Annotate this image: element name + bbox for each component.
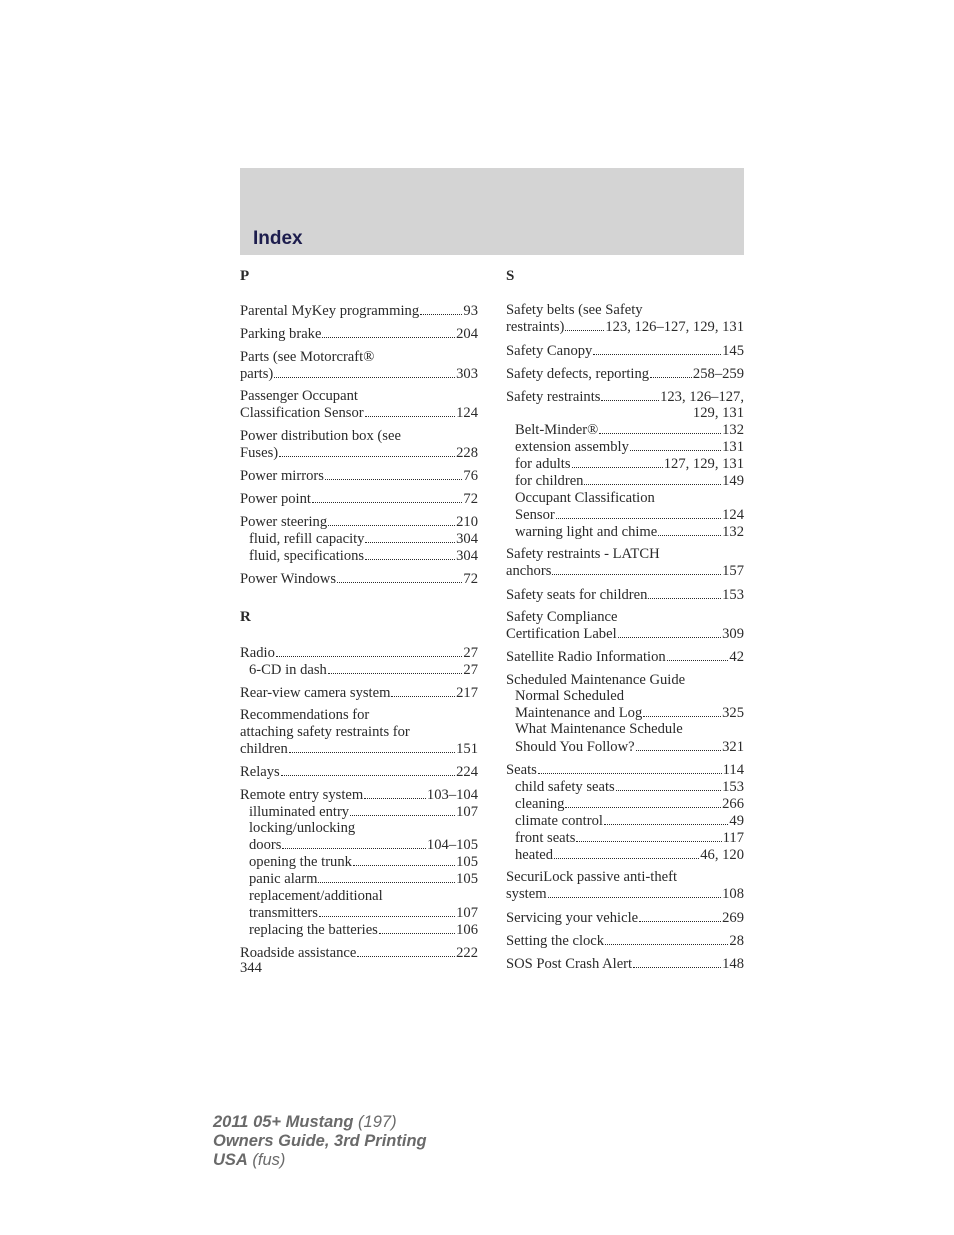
index-subentry-line	[240, 547, 478, 564]
dot-leader	[658, 523, 721, 536]
index-term: restraints)	[506, 319, 565, 336]
dot-leader	[312, 490, 462, 503]
index-subentry-line	[506, 490, 744, 506]
index-page-ref: 124	[722, 506, 744, 523]
index-entry-line	[240, 644, 478, 661]
index-entry-line	[506, 761, 744, 778]
document-footer	[213, 1113, 427, 1170]
index-entry-line	[506, 869, 744, 885]
dot-leader	[593, 342, 721, 355]
index-entry-line	[506, 546, 744, 562]
index-page-ref: 72	[463, 490, 478, 507]
index-subentry-line	[240, 661, 478, 678]
index-term: Classification Sensor	[240, 405, 364, 422]
index-entry-line	[506, 909, 744, 926]
index-term: Remote entry system	[240, 786, 364, 803]
index-page-ref: 210	[456, 513, 478, 530]
index-page-ref: 123, 126–127,	[660, 388, 744, 405]
index-entry	[506, 342, 744, 359]
dot-leader	[556, 506, 721, 519]
index-term: Safety restraints - LATCH	[506, 546, 660, 563]
index-subentry-line	[506, 829, 744, 846]
index-term: Parental MyKey programming	[240, 303, 420, 320]
index-header-band	[240, 168, 744, 255]
index-page-ref: 49	[729, 812, 744, 829]
index-entry	[506, 609, 744, 642]
footer-line-3	[213, 1151, 427, 1170]
index-entry-line	[240, 570, 478, 587]
index-page-ref: 145	[722, 342, 744, 359]
index-page-ref: 151	[456, 740, 478, 757]
index-entry-line	[240, 428, 478, 444]
index-page-ref: 148	[722, 955, 744, 972]
index-entry-line	[240, 786, 478, 803]
index-term: Parts (see Motorcraft®	[240, 348, 375, 365]
index-entry	[240, 467, 478, 484]
index-term: Servicing your vehicle	[506, 909, 639, 926]
index-entry	[506, 546, 744, 579]
dot-leader	[599, 422, 721, 435]
index-term: 6-CD in dash	[249, 661, 327, 678]
index-term: panic alarm	[249, 871, 318, 888]
index-page-ref: 132	[722, 524, 744, 540]
index-entry-line	[506, 586, 744, 603]
index-entry-line	[240, 302, 478, 319]
index-term: Power distribution box (see	[240, 427, 401, 444]
dot-leader	[548, 886, 722, 899]
index-entry-line	[506, 365, 744, 382]
dot-leader	[337, 570, 462, 583]
index-entry-line	[506, 319, 744, 336]
index-term: Satellite Radio Information	[506, 649, 666, 666]
index-term: Scheduled Maintenance Guide	[506, 671, 686, 688]
index-term: Relays	[240, 763, 280, 780]
index-entry	[506, 388, 744, 540]
footer-line-2	[213, 1132, 427, 1151]
index-page-ref: 321	[722, 738, 744, 755]
index-page-ref: 72	[463, 571, 478, 588]
index-term: Belt-Minder®	[515, 422, 599, 439]
index-page-ref: 106	[456, 922, 478, 939]
dot-leader	[420, 302, 462, 315]
page-title: Index	[253, 228, 303, 249]
index-entry-line	[240, 388, 478, 404]
index-subentry-line	[506, 704, 744, 721]
index-subentry-line	[240, 888, 478, 904]
index-page-ref: 108	[722, 886, 744, 903]
index-term: child safety seats	[515, 778, 615, 795]
index-entry-line	[506, 955, 744, 972]
index-term: anchors	[506, 563, 552, 580]
index-entry	[240, 786, 478, 938]
index-subentry-line	[506, 439, 744, 456]
index-entry-line	[506, 563, 744, 580]
index-term: Recommendations for	[240, 707, 370, 724]
dot-leader	[274, 365, 455, 378]
index-term: illuminated entry	[249, 803, 350, 820]
dot-leader	[364, 786, 426, 799]
index-entry	[506, 672, 744, 755]
index-term: for adults	[515, 456, 571, 473]
index-entry	[240, 944, 478, 961]
index-entry	[506, 955, 744, 972]
index-term: Occupant Classification	[515, 489, 655, 506]
index-term: Safety Compliance	[506, 608, 618, 625]
index-page-ref: 103–104	[426, 786, 478, 803]
dot-leader	[618, 625, 721, 638]
index-entry-line	[506, 648, 744, 665]
index-entry	[506, 761, 744, 863]
index-entry	[240, 490, 478, 507]
dot-leader	[379, 921, 455, 934]
dot-leader	[630, 439, 721, 452]
dot-leader	[325, 467, 463, 480]
index-term: Safety restraints	[506, 388, 601, 405]
index-page-ref: 123, 126–127, 129, 131	[605, 319, 744, 336]
index-entry-line	[240, 365, 478, 382]
footer-model: 2011 05+ Mustang	[213, 1113, 354, 1131]
dot-leader	[584, 473, 721, 486]
index-page-ref: 124	[456, 405, 478, 422]
index-entry-line	[240, 467, 478, 484]
index-term: Power Windows	[240, 571, 337, 588]
dot-leader	[279, 444, 455, 457]
index-subentry-line	[506, 506, 744, 523]
index-page-ref: 304	[456, 530, 478, 547]
index-term: Maintenance and Log	[515, 705, 643, 722]
index-entry-line	[506, 609, 744, 625]
dot-leader	[648, 586, 721, 599]
dot-leader	[357, 944, 455, 957]
index-term: fluid, refill capacity	[249, 530, 365, 547]
dot-leader	[365, 530, 455, 543]
dot-leader	[616, 778, 721, 791]
index-subentry-line	[506, 778, 744, 795]
index-page-ref: 104–105	[426, 837, 478, 854]
dot-leader	[350, 803, 455, 816]
index-page-ref: 107	[456, 803, 478, 820]
index-page-ref: 117	[722, 829, 744, 846]
dot-leader	[565, 795, 721, 808]
index-entry-line	[506, 388, 744, 405]
index-term: climate control	[515, 812, 603, 829]
dot-leader	[554, 846, 699, 859]
index-page-ref: 157	[722, 563, 744, 580]
index-term: Safety defects, reporting	[506, 365, 650, 382]
dot-leader	[322, 325, 455, 338]
index-subentry-line	[240, 820, 478, 836]
index-entry	[506, 365, 744, 382]
index-column-right	[506, 266, 744, 978]
index-page-ref: 204	[456, 326, 478, 343]
index-term: for children	[515, 473, 584, 490]
dot-leader	[319, 904, 455, 917]
index-term: Power steering	[240, 513, 328, 530]
index-page-ref: 107	[456, 904, 478, 921]
index-entry-line	[240, 763, 478, 780]
index-subentry-line	[506, 473, 744, 490]
index-term: warning light and chime	[515, 524, 658, 540]
index-page-ref: 266	[722, 795, 744, 812]
footer-market-code: (fus)	[247, 1151, 286, 1169]
index-term: Roadside assistance	[240, 945, 357, 962]
footer-guide-title: Owners Guide, 3rd Printing	[213, 1132, 427, 1150]
index-entry-line	[240, 684, 478, 701]
index-entry	[506, 909, 744, 926]
index-entry-line	[240, 444, 478, 461]
index-term: Parking brake	[240, 326, 322, 343]
index-term: Safety belts (see Safety	[506, 302, 643, 319]
dot-leader	[391, 684, 455, 697]
dot-leader	[276, 644, 463, 657]
index-page-ref: 217	[456, 684, 478, 701]
index-entry	[240, 388, 478, 421]
index-term: What Maintenance Schedule	[515, 721, 683, 738]
dot-leader	[604, 812, 728, 825]
dot-leader	[538, 761, 722, 774]
index-term: Normal Scheduled	[515, 687, 625, 704]
index-term: Radio	[240, 644, 275, 661]
index-page-ref: 105	[456, 854, 478, 871]
index-page-ref: 258–259	[692, 365, 744, 382]
index-term: SecuriLock passive anti-theft	[506, 869, 678, 886]
index-term: SOS Post Crash Alert	[506, 955, 633, 972]
index-page-ref: 304	[456, 548, 478, 564]
index-page-ref: 224	[456, 763, 478, 780]
index-term: parts)	[240, 365, 274, 382]
index-page-ref: 149	[722, 473, 744, 490]
index-term: system	[506, 886, 547, 903]
dot-leader	[282, 837, 425, 850]
dot-leader	[576, 829, 721, 842]
index-term: cleaning	[515, 795, 565, 812]
index-page-ref: 93	[463, 303, 478, 320]
index-entry	[240, 684, 478, 701]
index-entry-line	[240, 513, 478, 530]
index-subentry-line	[506, 688, 744, 704]
dot-leader	[365, 547, 455, 560]
index-entry-line	[506, 672, 744, 688]
dot-leader	[353, 854, 455, 867]
dot-leader	[328, 513, 455, 526]
index-entry-line	[506, 342, 744, 359]
index-entry	[240, 707, 478, 757]
index-term: Rear-view camera system	[240, 684, 391, 701]
index-subentry-line	[240, 530, 478, 547]
index-entry-line	[506, 625, 744, 642]
index-page-ref: 153	[722, 586, 744, 603]
index-subentry-line	[506, 456, 744, 473]
index-page-ref: 127, 129, 131	[663, 456, 744, 473]
index-entry	[240, 763, 478, 780]
index-subentry-line	[240, 871, 478, 888]
index-page-ref: 114	[722, 761, 744, 778]
dot-leader	[281, 763, 455, 776]
index-entry-line	[240, 404, 478, 421]
index-term: Certification Label	[506, 626, 617, 643]
index-subentry-line	[506, 846, 744, 863]
dot-leader	[552, 563, 721, 576]
dot-leader	[633, 955, 721, 968]
index-term: transmitters	[249, 904, 318, 921]
index-page-ref: 325	[722, 705, 744, 722]
index-entry-line	[506, 886, 744, 903]
index-page-ref: 42	[729, 649, 744, 666]
index-term: Setting the clock	[506, 932, 605, 949]
index-section-letter: R	[240, 609, 251, 626]
index-subentry-line	[240, 921, 478, 938]
index-subentry-line	[506, 422, 744, 439]
index-page-ref: 228	[456, 444, 478, 461]
index-term: opening the trunk	[249, 854, 352, 871]
dot-leader	[318, 871, 455, 884]
index-page-ref: 46, 120	[700, 846, 744, 863]
index-term: doors	[249, 837, 282, 854]
index-term: front seats	[515, 829, 576, 846]
index-entry	[506, 302, 744, 335]
index-term: Safety seats for children	[506, 586, 648, 603]
index-entry-line	[240, 740, 478, 757]
index-page-ref: 76	[463, 467, 478, 484]
index-entry-line	[240, 724, 478, 740]
index-section-letter: S	[506, 268, 515, 284]
index-section-letter: P	[240, 268, 250, 284]
dot-leader	[565, 319, 604, 332]
index-entry	[506, 648, 744, 665]
index-term: Should You Follow?	[515, 738, 635, 755]
index-subentry-line	[506, 738, 744, 755]
index-term: locking/unlocking	[249, 820, 356, 837]
index-term: Power mirrors	[240, 467, 324, 484]
index-term: Seats	[506, 761, 537, 778]
dot-leader	[636, 738, 721, 751]
index-entry-line	[240, 325, 478, 342]
index-term: Passenger Occupant	[240, 388, 358, 405]
index-entry	[240, 513, 478, 564]
index-term: extension assembly	[515, 439, 629, 456]
index-entry	[240, 302, 478, 319]
index-page-ref: 269	[722, 909, 744, 926]
dot-leader	[365, 404, 455, 417]
index-term: Sensor	[515, 506, 555, 523]
dot-leader	[328, 661, 463, 674]
index-page-ref: 131	[722, 439, 744, 456]
index-page-ref: 27	[463, 644, 478, 661]
index-page-ref: 28	[729, 932, 744, 949]
dot-leader	[605, 932, 728, 945]
index-subentry-line	[506, 812, 744, 829]
index-page-ref: 153	[722, 778, 744, 795]
index-entry-line	[506, 932, 744, 949]
index-subentry-line	[506, 523, 744, 540]
dot-leader	[650, 365, 692, 378]
index-entry-line	[506, 302, 744, 318]
index-entry	[240, 570, 478, 587]
dot-leader	[601, 388, 659, 401]
footer-model-code: (197)	[353, 1113, 397, 1131]
index-page-ref: 105	[456, 871, 478, 888]
index-entry	[240, 644, 478, 678]
index-term: fluid, specifications	[249, 548, 365, 564]
index-subentry-line	[506, 721, 744, 737]
dot-leader	[667, 648, 729, 661]
index-entry	[240, 325, 478, 342]
dot-leader	[639, 909, 721, 922]
index-entry-line	[240, 349, 478, 365]
dot-leader	[572, 456, 663, 469]
page-number: 344	[240, 960, 262, 976]
index-entry-line	[240, 490, 478, 507]
index-entry	[506, 932, 744, 949]
index-entry	[240, 428, 478, 461]
index-subentry-line	[240, 837, 478, 854]
index-entry	[506, 586, 744, 603]
dot-leader	[643, 704, 721, 717]
index-term: heated	[515, 846, 554, 863]
index-entry-line	[240, 944, 478, 961]
index-term: Fuses)	[240, 444, 279, 461]
index-subentry-line	[506, 795, 744, 812]
index-entry	[506, 869, 744, 902]
index-entry-line	[506, 405, 744, 421]
index-subentry-line	[240, 904, 478, 921]
footer-market: USA	[213, 1151, 248, 1169]
index-page-ref: 27	[463, 661, 478, 678]
index-subentry-line	[240, 803, 478, 820]
index-term: attaching safety restraints for	[240, 723, 410, 740]
index-page-ref: 303	[456, 365, 478, 382]
index-page-ref: 132	[722, 422, 744, 439]
index-term: children	[240, 740, 288, 757]
index-column-left	[240, 266, 478, 968]
index-page-ref: 129, 131	[692, 405, 744, 422]
index-term: Safety Canopy	[506, 342, 593, 359]
index-term: replacement/additional	[249, 887, 383, 904]
index-term: replacing the batteries	[249, 922, 378, 939]
footer-line-1	[213, 1113, 427, 1132]
index-subentry-line	[240, 854, 478, 871]
dot-leader	[289, 740, 455, 753]
index-term: Power point	[240, 490, 311, 507]
index-entry	[240, 349, 478, 382]
index-page-ref: 222	[456, 945, 478, 962]
index-page-ref: 309	[722, 626, 744, 643]
index-entry-line	[240, 707, 478, 723]
